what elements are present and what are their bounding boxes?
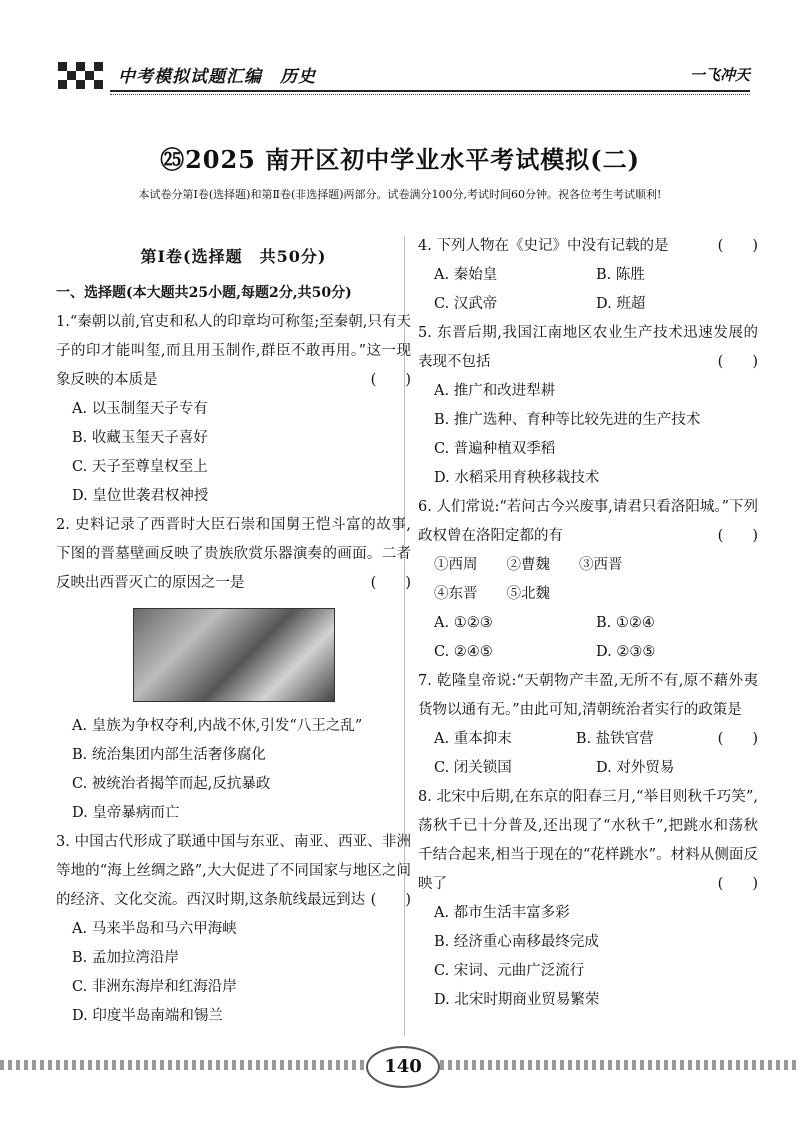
option: A. 都市生活丰富多彩 xyxy=(434,905,570,921)
checker-logo xyxy=(58,62,110,96)
option: C. 被统治者揭竿而起,反抗暴政 xyxy=(72,776,271,792)
option: D. 印度半岛南端和锡兰 xyxy=(72,1008,223,1024)
option: B. 收藏玉玺天子喜好 xyxy=(72,430,208,446)
option: A. 以玉制玺天子专有 xyxy=(72,401,208,417)
question-1 xyxy=(56,308,411,511)
question-7 xyxy=(418,667,758,783)
option: B. 推广选种、育种等比较先进的生产技术 xyxy=(434,412,701,428)
exam-title-text: 2025 南开区初中学业水平考试模拟(二) xyxy=(185,145,640,174)
option: B. 经济重心南移最终完成 xyxy=(434,934,599,950)
question-stem: 2. 史料记录了西晋时大臣石崇和国舅王恺斗富的故事,下图的晋墓壁画反映了贵族欣赏乐器演奏的画面。二者反映出西晋灭亡的原因之一是 ( ) xyxy=(56,517,411,591)
option: D. ②③⑤ xyxy=(596,644,656,660)
option: C. 汉武帝 xyxy=(434,296,498,312)
option: B. 孟加拉湾沿岸 xyxy=(72,950,179,966)
option: C. ②④⑤ xyxy=(434,644,493,660)
header-dotted-rule xyxy=(110,94,750,95)
question-4 xyxy=(418,232,758,319)
header-rule xyxy=(110,90,750,92)
option: B. ①②④ xyxy=(596,615,655,631)
tomb-mural-image xyxy=(133,608,335,702)
option: D. 班超 xyxy=(596,296,646,312)
option: C. 非洲东海岸和红海沿岸 xyxy=(72,979,237,995)
left-column xyxy=(56,232,411,1031)
option: D. 对外贸易 xyxy=(596,760,675,776)
option: B. 盐铁官营 xyxy=(575,731,654,747)
question-stem: 5. 东晋后期,我国江南地区农业生产技术迅速发展的表现不包括 ( ) xyxy=(418,325,758,370)
series-title: 中考模拟试题汇编 历史 xyxy=(118,67,316,87)
question-6 xyxy=(418,493,758,667)
option: A. 秦始皇 xyxy=(434,267,498,283)
choice-items: ①西周 ②曹魏 ③西晋 xyxy=(434,557,623,573)
option: A. ①②③ xyxy=(434,615,493,631)
question-stem: 7. 乾隆皇帝说:“天朝物产丰盈,无所不有,原不藉外夷货物以通有无。”由此可知,清朝统治者实行的政策是 ( ) xyxy=(418,673,758,747)
exam-number: ㉕ xyxy=(160,145,186,174)
exam-title xyxy=(0,140,800,175)
page-number: 140 xyxy=(366,1046,440,1088)
question-5 xyxy=(418,319,758,493)
option: D. 皇帝暴病而亡 xyxy=(72,805,180,821)
option: A. 重本抑末 xyxy=(434,731,512,747)
option: C. 天子至尊皇权至上 xyxy=(72,459,208,475)
question-2 xyxy=(56,511,411,828)
right-column xyxy=(418,232,758,1015)
question-stem: 3. 中国古代形成了联通中国与东亚、南亚、西亚、非洲等地的“海上丝绸之路”,大大促进了不同国家与地区之间的经济、文化交流。西汉时期,这条航线最远到达 ( ) xyxy=(56,834,411,908)
option: C. 闭关锁国 xyxy=(434,760,512,776)
option: A. 皇族为争权夺利,内战不休,引发“八王之乱” xyxy=(72,718,363,734)
question-stem: 6. 人们常说:“若问古今兴废事,请君只看洛阳城。”下列政权曾在洛阳定都的有 ( ) xyxy=(418,499,759,544)
question-stem: 8. 北宋中后期,在东京的阳春三月,“举目则秋千巧笑”,荡秋千已十分普及,还出现了“水秋千”,把跳水和荡秋千结合起来,相当于现在的“花样跳水”。材料从侧面反映了 ( ) xyxy=(418,789,758,892)
option: D. 北宋时期商业贸易繁荣 xyxy=(434,992,600,1008)
option: A. 推广和改进犁耕 xyxy=(434,383,556,399)
option: D. 水稻采用育秧移栽技术 xyxy=(434,470,600,486)
option: A. 马来半岛和马六甲海峡 xyxy=(72,921,237,937)
page-header xyxy=(58,52,750,100)
option: D. 皇位世袭君权神授 xyxy=(72,488,209,504)
choice-items: ④东晋 ⑤北魏 xyxy=(434,586,550,602)
part-title: 一、选择题(本大题共25小题,每题2分,共50分) xyxy=(56,285,352,301)
question-stem: 1.“秦朝以前,官吏和私人的印章均可称玺;至秦朝,只有天子的印才能叫玺,而且用玉制作,群臣不敢再用。”这一现象反映的本质是 ( ) xyxy=(56,314,411,388)
section-title: 第Ⅰ卷(选择题 共50分) xyxy=(140,247,327,266)
exam-intro: 本试卷分第Ⅰ卷(选择题)和第Ⅱ卷(非选择题)两部分。试卷满分100分,考试时间60分钟。祝各位考生考试顺利! xyxy=(138,188,662,201)
option: B. 统治集团内部生活奢侈腐化 xyxy=(72,747,266,763)
question-stem: 4. 下列人物在《史记》中没有记载的是 ( ) xyxy=(418,238,758,254)
option: C. 宋词、元曲广泛流行 xyxy=(434,963,585,979)
brand-text: 一飞冲天 xyxy=(689,66,750,84)
page-footer xyxy=(0,1040,800,1100)
question-3 xyxy=(56,828,411,1031)
option: C. 普遍种植双季稻 xyxy=(434,441,556,457)
option: B. 陈胜 xyxy=(596,267,645,283)
question-8 xyxy=(418,783,758,1015)
